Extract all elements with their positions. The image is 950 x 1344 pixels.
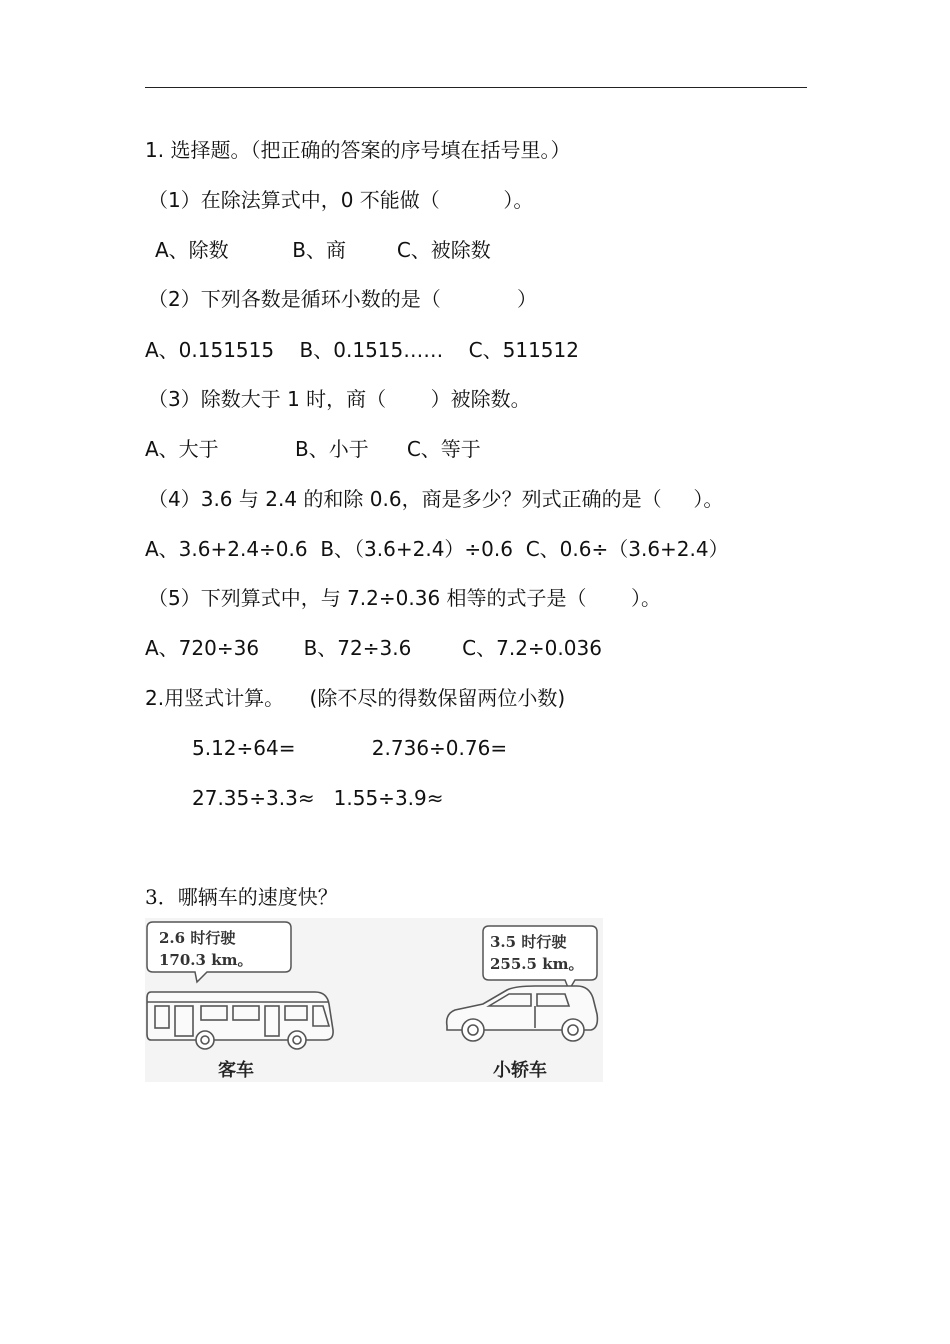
q1-4-question: （4）3.6 与 2.4 的和除 0.6，商是多少？列式正确的是（ ）。 bbox=[148, 487, 724, 511]
q3-title: 3．哪辆车的速度快？ bbox=[145, 885, 338, 909]
q1-4-options: A、3.6+2.4÷0.6 B、（3.6+2.4）÷0.6 C、0.6÷（3.6+2.4） bbox=[145, 537, 729, 561]
car-caption: 小轿车 bbox=[493, 1060, 547, 1081]
q1-5-question: （5）下列算式中，与 7.2÷0.36 相等的式子是（ ）。 bbox=[148, 586, 662, 610]
q2-title: 2.用竖式计算。 (除不尽的得数保留两位小数) bbox=[145, 686, 566, 710]
car-speech-bubble bbox=[483, 926, 597, 990]
bus-caption: 客车 bbox=[218, 1060, 254, 1081]
q1-3-question: （3）除数大于 1 时，商（ ）被除数。 bbox=[148, 387, 531, 411]
bus-speech-bubble bbox=[147, 922, 291, 982]
car-icon bbox=[447, 986, 598, 1041]
q1-title: 1. 选择题。（把正确的答案的序号填在括号里。） bbox=[145, 138, 571, 162]
q1-1-options: A、除数 B、商 C、被除数 bbox=[155, 238, 491, 262]
q2-row2: 27.35÷3.3≈ 1.55÷3.9≈ bbox=[192, 786, 444, 810]
q1-2-options: A、0.151515 B、0.1515…… C、511512 bbox=[145, 338, 579, 362]
bus-bubble-line1: 2.6 时行驶 bbox=[159, 929, 236, 947]
car-bubble-line2: 255.5 km。 bbox=[490, 955, 584, 973]
header-rule bbox=[145, 87, 807, 88]
q2-row1: 5.12÷64= 2.736÷0.76= bbox=[192, 736, 508, 760]
q1-3-options: A、大于 B、小于 C、等于 bbox=[145, 437, 481, 461]
q1-5-options: A、720÷36 B、72÷3.6 C、7.2÷0.036 bbox=[145, 636, 602, 660]
vehicles-figure bbox=[145, 918, 603, 1082]
car-bubble-line1: 3.5 时行驶 bbox=[490, 933, 567, 951]
q1-1-question: （1）在除法算式中，0 不能做（ ）。 bbox=[148, 188, 534, 212]
q1-2-question: （2）下列各数是循环小数的是（ ） bbox=[148, 287, 538, 311]
bus-icon bbox=[147, 992, 333, 1049]
bus-bubble-line2: 170.3 km。 bbox=[159, 951, 253, 969]
